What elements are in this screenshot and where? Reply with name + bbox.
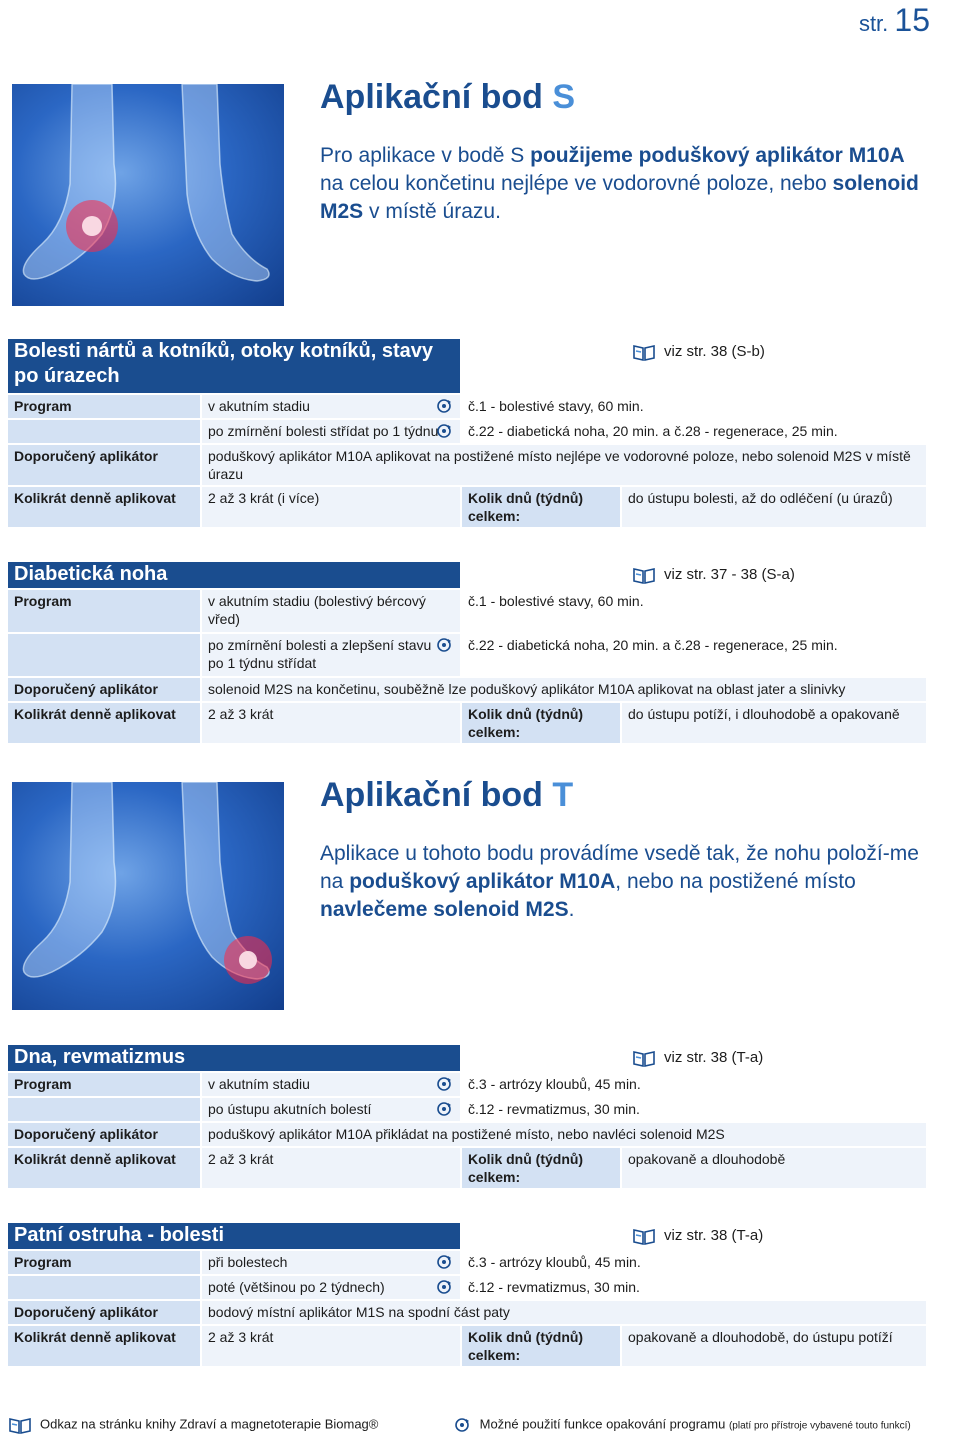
program-value: č.22 - diabetická noha, 20 min. a č.28 - regenerace, 25 min.: [462, 420, 926, 443]
bod-t-title: [320, 776, 573, 815]
program-label: Program: [8, 1073, 200, 1096]
program-stage: [202, 395, 460, 418]
program-row: [8, 1251, 926, 1274]
book-icon: [8, 1416, 32, 1434]
frequency-label: Kolikrát denně aplikovat: [8, 1326, 200, 1366]
description-segment: Aplikace u tohoto bodu provádíme vsedě tak, že nohu položí-me na: [320, 842, 919, 893]
program-stage-text: při bolestech: [208, 1254, 288, 1270]
book-icon: [632, 343, 656, 361]
section-title: Dna, revmatizmus: [8, 1045, 460, 1071]
program-label-empty: [8, 1098, 200, 1121]
page-reference: [632, 1049, 763, 1067]
section-diabeticka-noha: [8, 562, 926, 743]
bod-s-description: [320, 142, 920, 226]
applicator-value: poduškový aplikátor M10A aplikovat na postižené místo nejlépe ve vodorovné poloze, nebo solenoid M2S v místě úrazu: [202, 445, 926, 485]
bod-t-title-text: Aplikační bod: [320, 776, 543, 814]
applicator-value: bodový místní aplikátor M1S na spodní část paty: [202, 1301, 926, 1324]
frequency-label: Kolikrát denně aplikovat: [8, 487, 200, 527]
description-segment: solenoid M2S: [320, 172, 919, 223]
section-title: Diabetická noha: [8, 562, 460, 588]
footer-repeat-note: (platí pro přístroje vybavené touto funkcí): [728, 1420, 911, 1432]
frequency-value: 2 až 3 krát: [202, 1148, 460, 1188]
page-number-value: 15: [894, 2, 930, 38]
page-reference: [632, 343, 765, 361]
program-stage: [202, 634, 460, 676]
program-stage-text: v akutním stadiu: [208, 398, 310, 414]
book-icon: [632, 566, 656, 584]
repeat-icon: [436, 1076, 452, 1092]
frequency-row: [8, 1148, 926, 1188]
program-value: č.12 - revmatizmus, 30 min.: [462, 1098, 926, 1121]
program-stage: [202, 420, 460, 443]
program-value: č.3 - artrózy kloubů, 45 min.: [462, 1251, 926, 1274]
applicator-value: poduškový aplikátor M10A přikládat na postižené místo, nebo navléci solenoid M2S: [202, 1123, 926, 1146]
program-value: č.1 - bolestivé stavy, 60 min.: [462, 395, 926, 418]
program-value: č.3 - artrózy kloubů, 45 min.: [462, 1073, 926, 1096]
program-row: [8, 1276, 926, 1299]
description-segment: navlečeme solenoid M2S: [320, 898, 569, 921]
frequency-value: 2 až 3 krát: [202, 703, 460, 743]
program-stage: v akutním stadiu (bolestivý bércový vřed): [202, 590, 460, 632]
repeat-icon: [436, 1254, 452, 1270]
applicator-label: Doporučený aplikátor: [8, 1123, 200, 1146]
bod-s-title-text: Aplikační bod: [320, 78, 543, 116]
bod-t-description: [320, 840, 920, 924]
page-reference: [632, 1227, 763, 1245]
frequency-row: [8, 487, 926, 527]
applicator-row: [8, 678, 926, 701]
description-segment: v místě úrazu.: [363, 200, 501, 223]
applicator-row: [8, 1301, 926, 1324]
description-segment: .: [568, 898, 575, 921]
section-title: Bolesti nártů a kotníků, otoky kotníků, stavy po úrazech: [8, 339, 460, 393]
program-label-empty: [8, 634, 200, 676]
section-patni-ostruha: [8, 1223, 926, 1366]
program-stage-text: po zmírnění bolesti a zlepšení stavu po 1 týdnu střídat: [208, 637, 432, 671]
applicator-row: [8, 445, 926, 485]
repeat-icon: [436, 1279, 452, 1295]
program-label: Program: [8, 590, 200, 632]
program-row: [8, 420, 926, 443]
description-segment: Pro aplikace v bodě S: [320, 144, 531, 167]
bod-s-letter: S: [552, 78, 576, 116]
foot-illustration-t: [12, 782, 284, 1010]
description-segment: poduškový aplikátor M10A: [349, 870, 616, 893]
repeat-icon: [436, 423, 452, 439]
frequency-label: Kolikrát denně aplikovat: [8, 703, 200, 743]
repeat-icon: [454, 1417, 470, 1433]
description-segment: na celou končetinu nejlépe ve vodorovné poloze, nebo: [320, 172, 833, 195]
program-stage-text: po ústupu akutních bolestí: [208, 1101, 372, 1117]
page-reference-text: viz str. 38 (S-b): [664, 343, 765, 360]
program-row: [8, 634, 926, 676]
applicator-value: solenoid M2S na končetinu, souběžně lze poduškový aplikátor M10A aplikovat na oblast jater a slinivky: [202, 678, 926, 701]
applicator-label: Doporučený aplikátor: [8, 1301, 200, 1324]
description-segment: , nebo na postižené místo: [615, 870, 856, 893]
page-reference-text: viz str. 38 (T-a): [664, 1049, 764, 1066]
footer-legend: [8, 1416, 911, 1434]
frequency-row: [8, 1326, 926, 1366]
days-label: Kolik dnů (týdnů) celkem:: [462, 487, 620, 527]
bod-t-letter: T: [552, 776, 574, 814]
days-value: do ústupu bolesti, až do odléčení (u úrazů): [622, 487, 926, 527]
frequency-label: Kolikrát denně aplikovat: [8, 1148, 200, 1188]
description-segment: použijeme poduškový aplikátor M10A: [530, 144, 905, 167]
program-stage: [202, 1251, 460, 1274]
program-value: č.22 - diabetická noha, 20 min. a č.28 - regenerace, 25 min.: [462, 634, 926, 676]
program-stage: [202, 1276, 460, 1299]
repeat-icon: [436, 1101, 452, 1117]
book-icon: [632, 1227, 656, 1245]
bod-s-title: [320, 78, 575, 117]
program-row: [8, 590, 926, 632]
book-icon: [632, 1049, 656, 1067]
program-label-empty: [8, 420, 200, 443]
program-row: [8, 1073, 926, 1096]
program-label-empty: [8, 1276, 200, 1299]
applicator-row: [8, 1123, 926, 1146]
applicator-label: Doporučený aplikátor: [8, 678, 200, 701]
days-value: opakovaně a dlouhodobě, do ústupu potíží: [622, 1326, 926, 1366]
frequency-value: 2 až 3 krát: [202, 1326, 460, 1366]
program-row: [8, 395, 926, 418]
program-stage-text: poté (většinou po 2 týdnech): [208, 1279, 385, 1295]
program-stage: [202, 1098, 460, 1121]
days-label: Kolik dnů (týdnů) celkem:: [462, 1326, 620, 1366]
days-label: Kolik dnů (týdnů) celkem:: [462, 703, 620, 743]
page-reference: [632, 566, 795, 584]
page-reference-text: viz str. 38 (T-a): [664, 1227, 764, 1244]
frequency-row: [8, 703, 926, 743]
section-dna-revmatizmus: [8, 1045, 926, 1188]
program-label: Program: [8, 395, 200, 418]
days-value: opakovaně a dlouhodobě: [622, 1148, 926, 1188]
program-value: č.1 - bolestivé stavy, 60 min.: [462, 590, 926, 632]
days-label: Kolik dnů (týdnů) celkem:: [462, 1148, 620, 1188]
foot-illustration-s: [12, 84, 284, 306]
repeat-icon: [436, 398, 452, 414]
repeat-icon: [436, 637, 452, 653]
page-reference-text: viz str. 37 - 38 (S-a): [664, 566, 795, 583]
page-number: [859, 2, 930, 39]
section-title: Patní ostruha - bolesti: [8, 1223, 460, 1249]
days-value: do ústupu potíží, i dlouhodobě a opakovaně: [622, 703, 926, 743]
frequency-value: 2 až 3 krát (i více): [202, 487, 460, 527]
program-stage-text: v akutním stadiu: [208, 1076, 310, 1092]
program-row: [8, 1098, 926, 1121]
program-label: Program: [8, 1251, 200, 1274]
section-bolesti-nartu: [8, 339, 926, 527]
applicator-label: Doporučený aplikátor: [8, 445, 200, 485]
footer-book-text: Odkaz na stránku knihy Zdraví a magnetoterapie Biomag®: [40, 1416, 379, 1432]
page-number-prefix: str.: [858, 11, 889, 36]
footer-repeat-text: Možné použití funkce opakování programu: [479, 1416, 726, 1432]
program-value: č.12 - revmatizmus, 30 min.: [462, 1276, 926, 1299]
program-stage: [202, 1073, 460, 1096]
program-stage-text: po zmírnění bolesti střídat po 1 týdnu: [208, 423, 439, 439]
